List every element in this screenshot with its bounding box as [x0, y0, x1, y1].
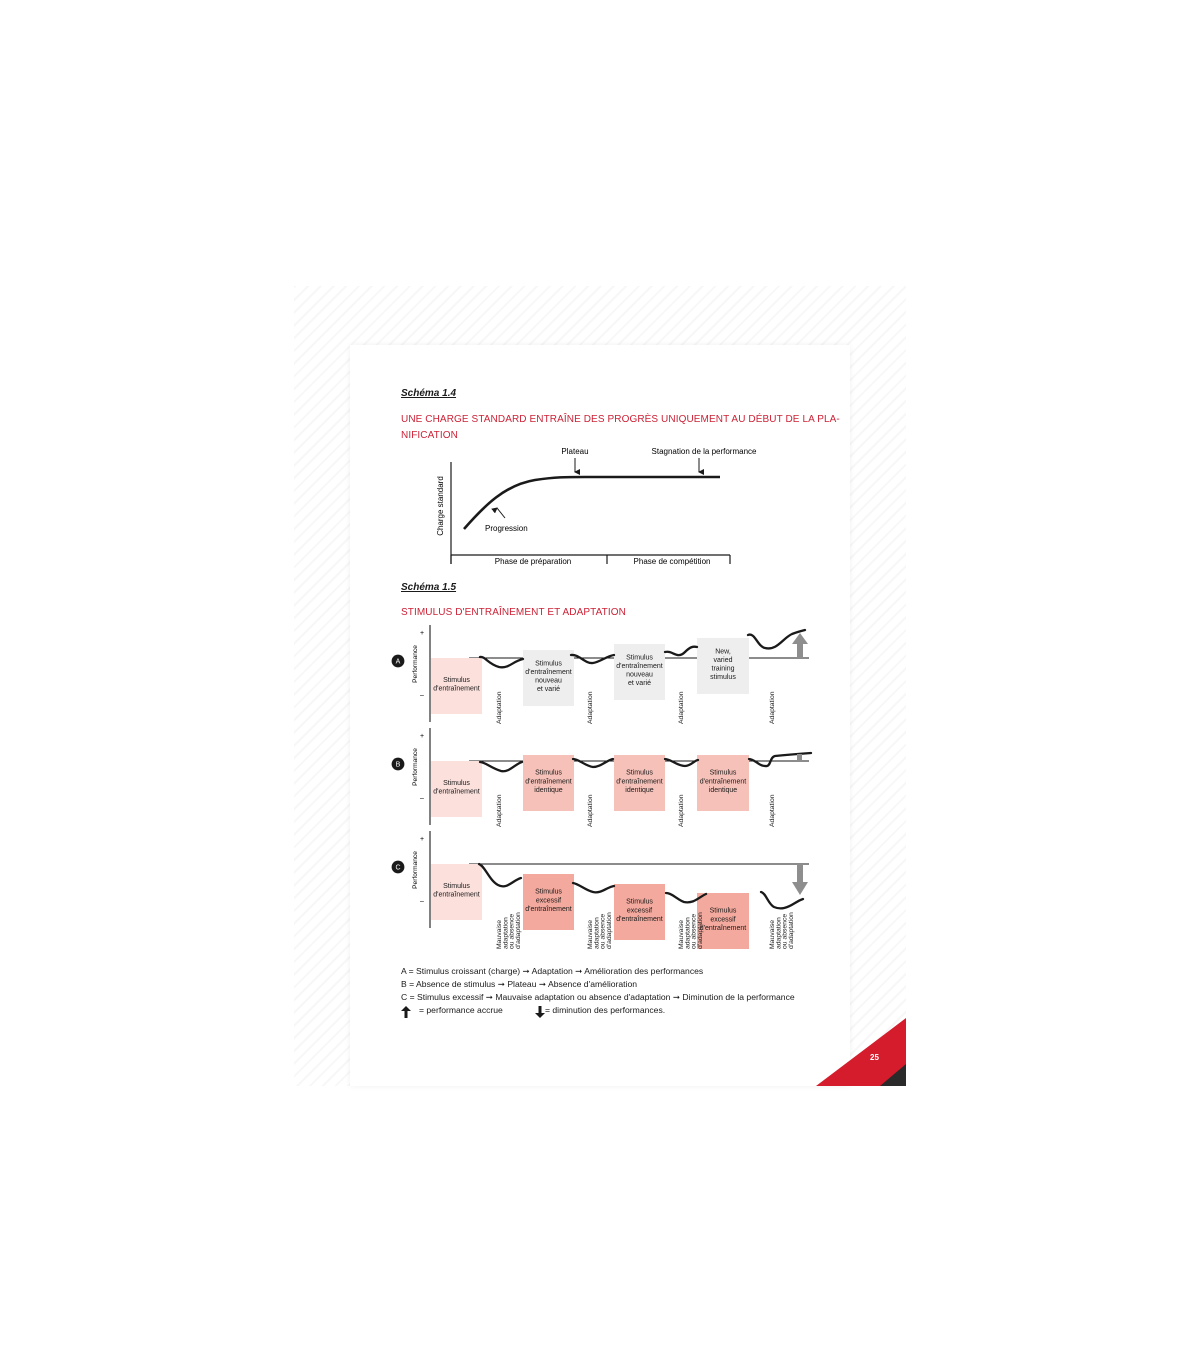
row-a-adaptation-label-4-line-1: Adaptation — [769, 691, 776, 724]
row-b-stimulus-text-1-line-2: d'entraînement — [525, 778, 572, 786]
row-c-adaptation-label-3-line-2: adaptation — [684, 917, 692, 949]
row-a-stimulus-text-3-line-4: stimulus — [710, 674, 736, 682]
row-b-adaptation-label-2-line-1: Adaptation — [587, 794, 594, 827]
row-c-adaptation-label-1-line-2: adaptation — [502, 917, 510, 949]
row-c-stimulus-text-2-line-2: excessif — [626, 907, 653, 915]
progression-arrow — [497, 508, 505, 518]
row-c-stimulus-text-3-line-1: Stimulus — [709, 907, 737, 915]
row-c-performance-label: Performance — [412, 851, 419, 889]
row-c-badge-letter: C — [395, 864, 401, 872]
legend-down-text: = diminution des performances. — [545, 1005, 666, 1015]
row-b-stimulus-text-2-line-1: Stimulus — [626, 769, 653, 777]
row-a-stimulus-text-1-line-1: Stimulus — [535, 660, 562, 668]
row-c-adaptation-label-3-line-4: d'adaptation — [696, 912, 704, 949]
row-b-adaptation-label-4-line-1: Adaptation — [769, 794, 776, 827]
standard-load-chart — [425, 440, 785, 575]
row-c-stimulus-text-3-line-3: d'entraînement — [699, 924, 747, 932]
row-b-stimulus-text-1-line-1: Stimulus — [535, 769, 562, 777]
stagnation-label: Stagnation de la performance — [651, 447, 757, 456]
row-c-first-stimulus-text-line-1: Stimulus — [443, 883, 470, 891]
schema-1-4-label: Schéma 1.4 — [401, 388, 457, 399]
row-b-stimulus-text-3-line-1: Stimulus — [709, 769, 737, 777]
row-c-stimulus-text-1-line-2: excessif — [535, 897, 562, 905]
row-c-adaptation-label-1-line-3: ou absence — [508, 913, 516, 949]
row-c-stimulus-text-2-line-1: Stimulus — [626, 898, 653, 906]
row-a-stimulus-text-2-line-3: nouveau — [626, 671, 653, 679]
legend-line-arrows — [401, 1005, 795, 1018]
row-a-stimulus-text-1-line-2: d'entraînement — [525, 669, 572, 677]
row-c-adaptation-label-1-line-1: Mauvaise — [496, 919, 503, 949]
row-c-adaptation-label-2-line-4: d'adaptation — [605, 912, 613, 949]
row-b-arrow-flat-marker — [797, 754, 802, 761]
row-a-stimulus-text-2-line-2: d'entraînement — [616, 663, 663, 671]
row-a-arrow-up-shaft — [797, 644, 803, 658]
row-b-first-stimulus-text-line-2: d'entraînement — [433, 788, 480, 796]
row-c-first-stimulus-text-line-2: d'entraînement — [433, 891, 480, 899]
row-c-adaptation-label-2-line-2: adaptation — [593, 917, 601, 949]
row-b-badge-letter: B — [395, 761, 401, 769]
row-c-adaptation-label-4-line-4: d'adaptation — [787, 912, 795, 949]
page-number: 25 — [870, 1053, 879, 1062]
schema-1-5-title: STIMULUS D'ENTRAÎNEMENT ET ADAPTATION — [401, 607, 626, 618]
row-a-minus: – — [420, 692, 424, 699]
row-c-adaptation-label-2-line-3: ou absence — [599, 913, 607, 949]
schema-1-4-title-line-2: NIFICATION — [401, 430, 458, 441]
row-a-adaptation-label-2-line-1: Adaptation — [587, 691, 594, 724]
row-a-first-stimulus-text-line-1: Stimulus — [443, 677, 470, 685]
row-b-first-stimulus-text-line-1: Stimulus — [443, 780, 470, 788]
row-b-minus: – — [420, 795, 424, 802]
row-a-stimulus-text-3-line-1: New, — [715, 648, 731, 656]
row-b-performance-label: Performance — [412, 748, 419, 786]
schema-1-5-legend — [401, 966, 795, 1018]
phase-competition-label: Phase de compétition — [633, 557, 711, 566]
row-c-plus: + — [419, 836, 425, 843]
row-a-stimulus-text-1-line-4: et varié — [537, 686, 560, 694]
row-a-performance-label: Performance — [412, 645, 419, 683]
row-a-stimulus-text-3-line-3: training — [711, 665, 735, 673]
row-a-adaptation-label-3-line-1: Adaptation — [678, 691, 685, 724]
schema-1-5-label: Schéma 1.5 — [401, 582, 457, 593]
row-a-stimulus-text-2-line-1: Stimulus — [626, 654, 653, 662]
phase-preparation-label: Phase de préparation — [494, 557, 572, 566]
row-c-stimulus-text-1-line-3: d'entraînement — [525, 905, 572, 913]
row-b-plus: + — [419, 733, 425, 740]
row-c-stimulus-text-1-line-1: Stimulus — [535, 888, 562, 896]
arrow-up-icon — [401, 1006, 411, 1018]
row-c-adaptation-label-4-line-1: Mauvaise — [769, 919, 776, 949]
arrow-down-icon — [535, 1006, 545, 1018]
legend-line-a: A = Stimulus croissant (charge) ➞ Adaptation ➞ Amélioration des performances — [401, 966, 704, 976]
row-b-adaptation-label-1-line-1: Adaptation — [496, 794, 503, 827]
row-a-stimulus-text-2-line-4: et varié — [628, 680, 651, 688]
row-c-stimulus-text-3-line-2: excessif — [710, 916, 736, 924]
stimulus-adaptation-diagram — [385, 620, 825, 960]
row-a-adaptation-label-1-line-1: Adaptation — [496, 691, 503, 724]
row-a-badge-letter: A — [395, 658, 401, 666]
row-b-adaptation-label-3-line-1: Adaptation — [678, 794, 685, 827]
row-c-adaptation-label-3-line-1: Mauvaise — [678, 919, 685, 949]
row-c-adaptation-label-3-line-3: ou absence — [690, 913, 698, 949]
row-c-minus: – — [420, 898, 424, 905]
y-axis-label: Charge standard — [436, 476, 445, 536]
progression-label: Progression — [485, 524, 528, 533]
row-b-stimulus-text-3-line-3: identique — [708, 786, 738, 794]
row-c-adaptation-label-1-line-4: d'adaptation — [514, 912, 522, 949]
row-a-arrow-up-head — [792, 633, 808, 644]
row-b-stimulus-text-2-line-3: identique — [625, 786, 654, 794]
row-a-stimulus-text-1-line-3: nouveau — [535, 677, 562, 685]
row-b-stimulus-text-3-line-2: d'entraînement — [699, 778, 747, 786]
legend-up-text: = performance accrue — [419, 1005, 503, 1015]
legend-line-c: C = Stimulus excessif ➞ Mauvaise adaptation ou absence d'adaptation ➞ Diminution de la performance — [401, 992, 795, 1002]
row-a-plus: + — [419, 630, 425, 637]
plateau-label: Plateau — [561, 447, 589, 456]
row-a-stimulus-text-3-line-2: varied — [713, 657, 733, 665]
row-c-arrow-down-head — [792, 882, 808, 895]
row-a-first-stimulus-text-line-2: d'entraînement — [433, 685, 480, 693]
row-c-adaptation-label-2-line-1: Mauvaise — [587, 919, 594, 949]
row-b-stimulus-text-1-line-3: identique — [534, 786, 563, 794]
schema-1-4-title-line-1: UNE CHARGE STANDARD ENTRAÎNE DES PROGRÈS UNIQUEMENT AU DÉBUT DE LA PLA- — [401, 414, 840, 425]
performance-curve — [464, 477, 720, 529]
row-c-adaptation-label-4-line-3: ou absence — [781, 913, 789, 949]
page-corner-decoration — [810, 1018, 906, 1086]
row-b-stimulus-text-2-line-2: d'entraînement — [616, 778, 663, 786]
row-c-stimulus-text-2-line-3: d'entraînement — [616, 915, 663, 923]
legend-line-b: B = Absence de stimulus ➞ Plateau ➞ Absence d'amélioration — [401, 979, 638, 989]
row-c-adaptation-label-4-line-2: adaptation — [775, 917, 783, 949]
row-c-arrow-down-shaft — [797, 864, 803, 882]
